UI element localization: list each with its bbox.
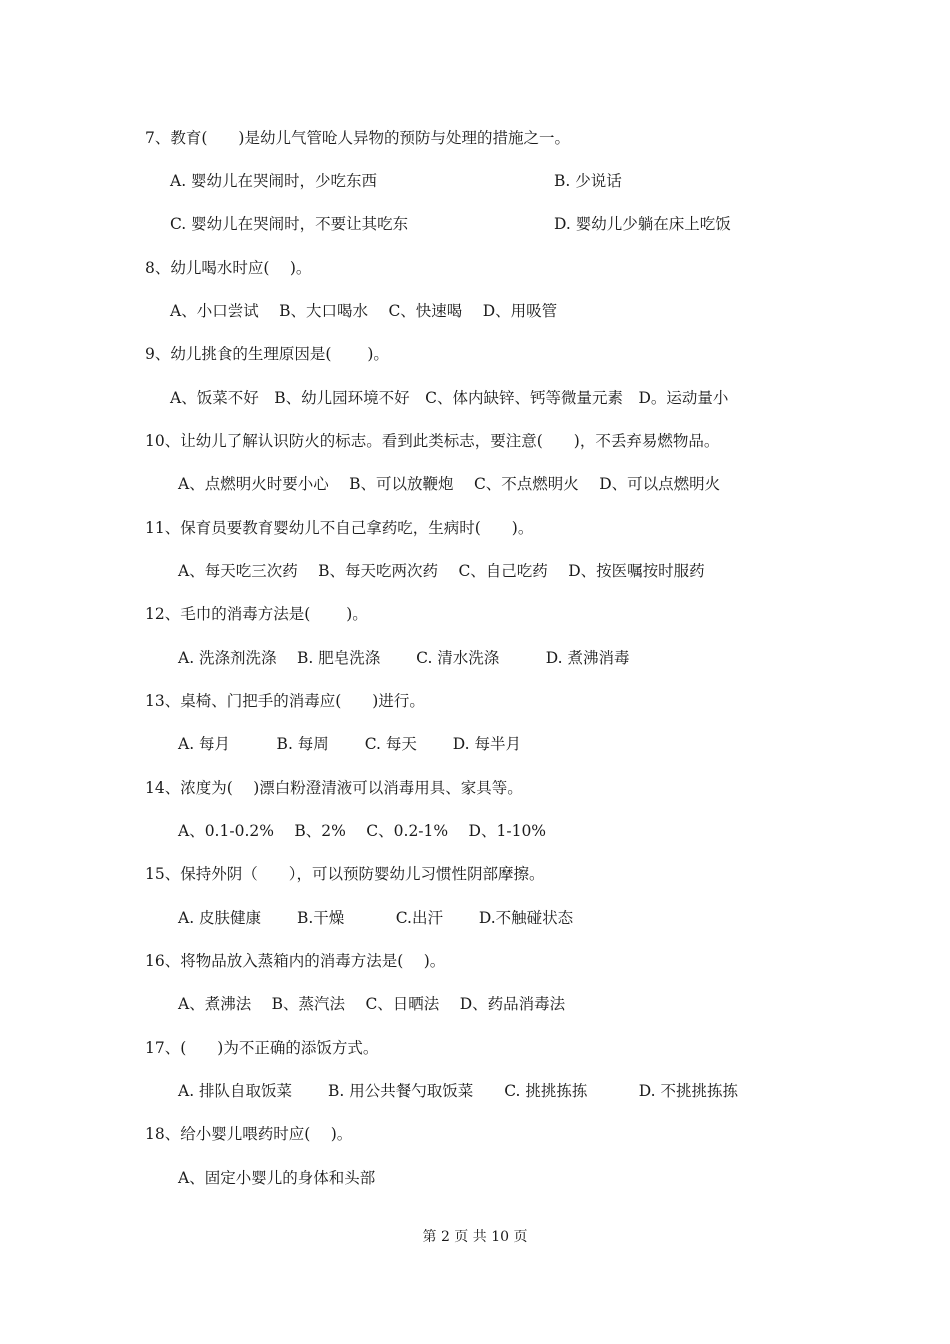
question-7-option-d: D. 婴幼儿少躺在床上吃饭 [554, 215, 731, 233]
question-18-stem: 18、给小婴儿喂药时应( )。 [145, 1125, 353, 1143]
question-14-options: A、0.1-0.2% B、2% C、0.2-1% D、1-10% [178, 822, 547, 840]
page-number-footer: 第 2 页 共 10 页 [422, 1229, 528, 1245]
question-7-option-a: A. 婴幼儿在哭闹时，少吃东西 [170, 172, 378, 190]
question-7-option-b: B. 少说话 [554, 172, 622, 190]
question-17-stem: 17、( )为不正确的添饭方式。 [145, 1039, 379, 1057]
question-8-options: A、小口尝试 B、大口喝水 C、快速喝 D、用吸管 [170, 302, 558, 320]
question-15-stem: 15、保持外阴（ ），可以预防婴幼儿习惯性阴部摩擦。 [145, 865, 545, 883]
question-11-options: A、每天吃三次药 B、每天吃两次药 C、自己吃药 D、按医嘱按时服药 [178, 562, 705, 580]
question-18-option-a: A、固定小婴儿的身体和头部 [178, 1169, 376, 1187]
question-16-stem: 16、将物品放入蒸箱内的消毒方法是( )。 [145, 952, 446, 970]
question-9-options: A、饭菜不好 B、幼儿园环境不好 C、体内缺锌、钙等微量元素 D。运动量小 [170, 389, 729, 407]
question-13-options: A. 每月 B. 每周 C. 每天 D. 每半月 [178, 735, 522, 753]
question-12-stem: 12、毛巾的消毒方法是( )。 [145, 605, 368, 623]
question-10-options: A、点燃明火时要小心 B、可以放鞭炮 C、不点燃明火 D、可以点燃明火 [178, 475, 721, 493]
question-15-options: A. 皮肤健康 B.干燥 C.出汗 D.不触碰状态 [178, 909, 574, 927]
question-7-option-c: C. 婴幼儿在哭闹时，不要让其吃东 [170, 215, 409, 233]
question-7-stem: 7、教育( )是幼儿气管呛人异物的预防与处理的措施之一。 [145, 129, 570, 147]
question-12-options: A. 洗涤剂洗涤 B. 肥皂洗涤 C. 清水洗涤 D. 煮沸消毒 [178, 649, 630, 667]
question-17-options: A. 排队自取饭菜 B. 用公共餐勺取饭菜 C. 挑挑拣拣 D. 不挑挑拣拣 [178, 1082, 739, 1100]
question-14-stem: 14、浓度为( )漂白粉澄清液可以消毒用具、家具等。 [145, 779, 523, 797]
question-9-stem: 9、幼儿挑食的生理原因是( )。 [145, 345, 389, 363]
question-8-stem: 8、幼儿喝水时应( )。 [145, 259, 312, 277]
question-13-stem: 13、桌椅、门把手的消毒应( )进行。 [145, 692, 425, 710]
question-16-options: A、煮沸法 B、蒸汽法 C、日晒法 D、药品消毒法 [178, 995, 566, 1013]
question-11-stem: 11、保育员要教育婴幼儿不自己拿药吃，生病时( )。 [145, 519, 534, 537]
question-10-stem: 10、让幼儿了解认识防火的标志。看到此类标志，要注意( )，不丢弃易燃物品。 [145, 432, 720, 450]
